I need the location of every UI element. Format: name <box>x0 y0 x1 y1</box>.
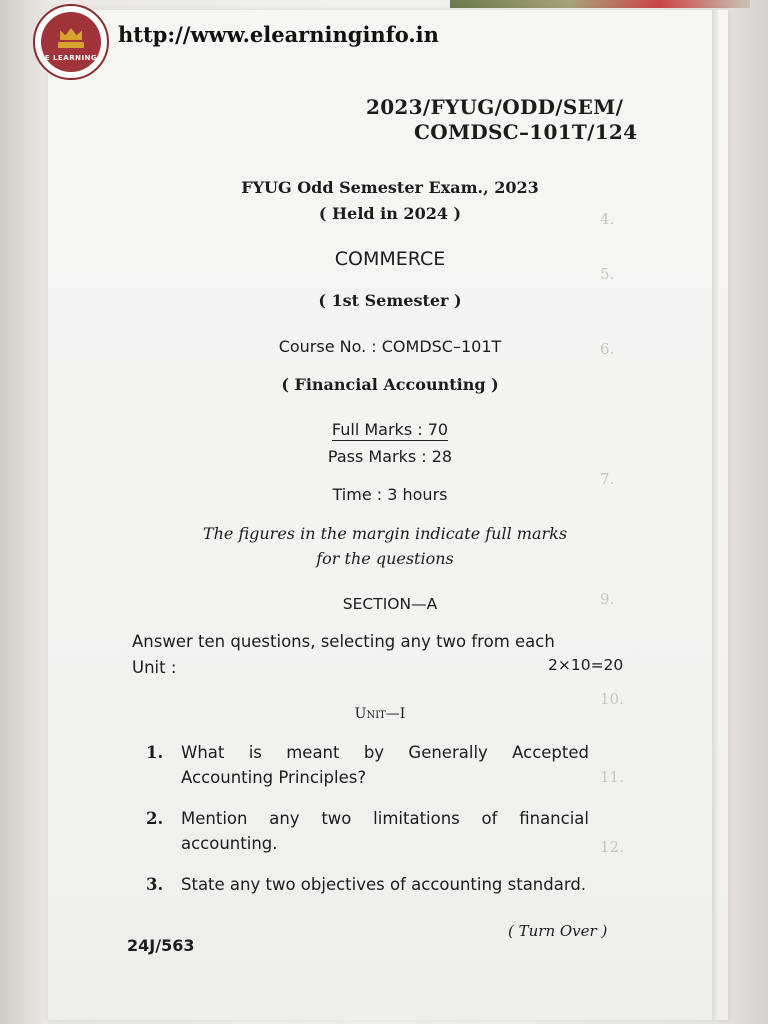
show-through-text: 12. <box>600 838 624 856</box>
paper-code-line1: 2023/FYUG/ODD/SEM/ <box>366 95 624 119</box>
crown-icon <box>60 28 82 40</box>
turn-over: ( Turn Over ) <box>508 922 608 940</box>
semester: ( 1st Semester ) <box>318 291 462 310</box>
paper-code-line2: COMDSC–101T/124 <box>414 120 638 144</box>
background-object <box>450 0 750 8</box>
instruction-line1: The figures in the margin indicate full marks <box>202 524 568 543</box>
show-through-text: 6. <box>600 340 615 358</box>
show-through-text: 11. <box>600 768 624 786</box>
pass-marks: Pass Marks : 28 <box>327 447 453 466</box>
elearning-logo <box>33 4 109 80</box>
course-number: Course No. : COMDSC–101T <box>278 337 502 356</box>
answer-marks: 2×10=20 <box>548 656 624 674</box>
exam-time: Time : 3 hours <box>332 485 448 504</box>
paper-edge <box>712 10 718 1020</box>
website-url[interactable]: http://www.elearninginfo.in <box>118 22 439 47</box>
marks-block <box>280 420 500 441</box>
question-3 <box>146 872 591 924</box>
logo-base <box>58 42 84 48</box>
show-through-text: 5. <box>600 265 615 283</box>
question-text: What is meant by Generally Accepted Accounting Principles? <box>181 743 589 787</box>
full-marks: Full Marks : 70 <box>331 420 449 439</box>
show-through-text: 4. <box>600 210 615 228</box>
question-number: 2. <box>146 809 164 828</box>
show-through-text: 9. <box>600 590 615 608</box>
held-year: ( Held in 2024 ) <box>318 204 462 223</box>
question-2 <box>146 806 591 858</box>
instruction-line2: for the questions <box>316 549 454 568</box>
paper-name: ( Financial Accounting ) <box>281 375 499 394</box>
section-title: SECTION—A <box>342 595 438 613</box>
answer-instruction: Answer ten questions, selecting any two from each <box>132 632 555 651</box>
answer-instruction-unit: Unit : <box>132 658 177 677</box>
question-number: 1. <box>146 743 164 762</box>
show-through-text: 7. <box>600 470 615 488</box>
question-1 <box>146 740 591 792</box>
question-number: 3. <box>146 875 164 894</box>
footer-code: 24J/563 <box>127 936 195 955</box>
exam-title: FYUG Odd Semester Exam., 2023 <box>241 178 539 197</box>
question-text: Mention any two limitations of financial accounting. <box>181 809 589 853</box>
show-through-text: 10. <box>600 690 624 708</box>
question-text: State any two objectives of accounting standard. <box>181 875 587 894</box>
logo-text: E LEARNING <box>44 54 98 62</box>
logo-emblem <box>41 12 101 72</box>
subject-title: COMMERCE <box>334 248 446 270</box>
exam-paper-sheet <box>48 10 728 1020</box>
unit-title: Unit—I <box>354 706 406 722</box>
